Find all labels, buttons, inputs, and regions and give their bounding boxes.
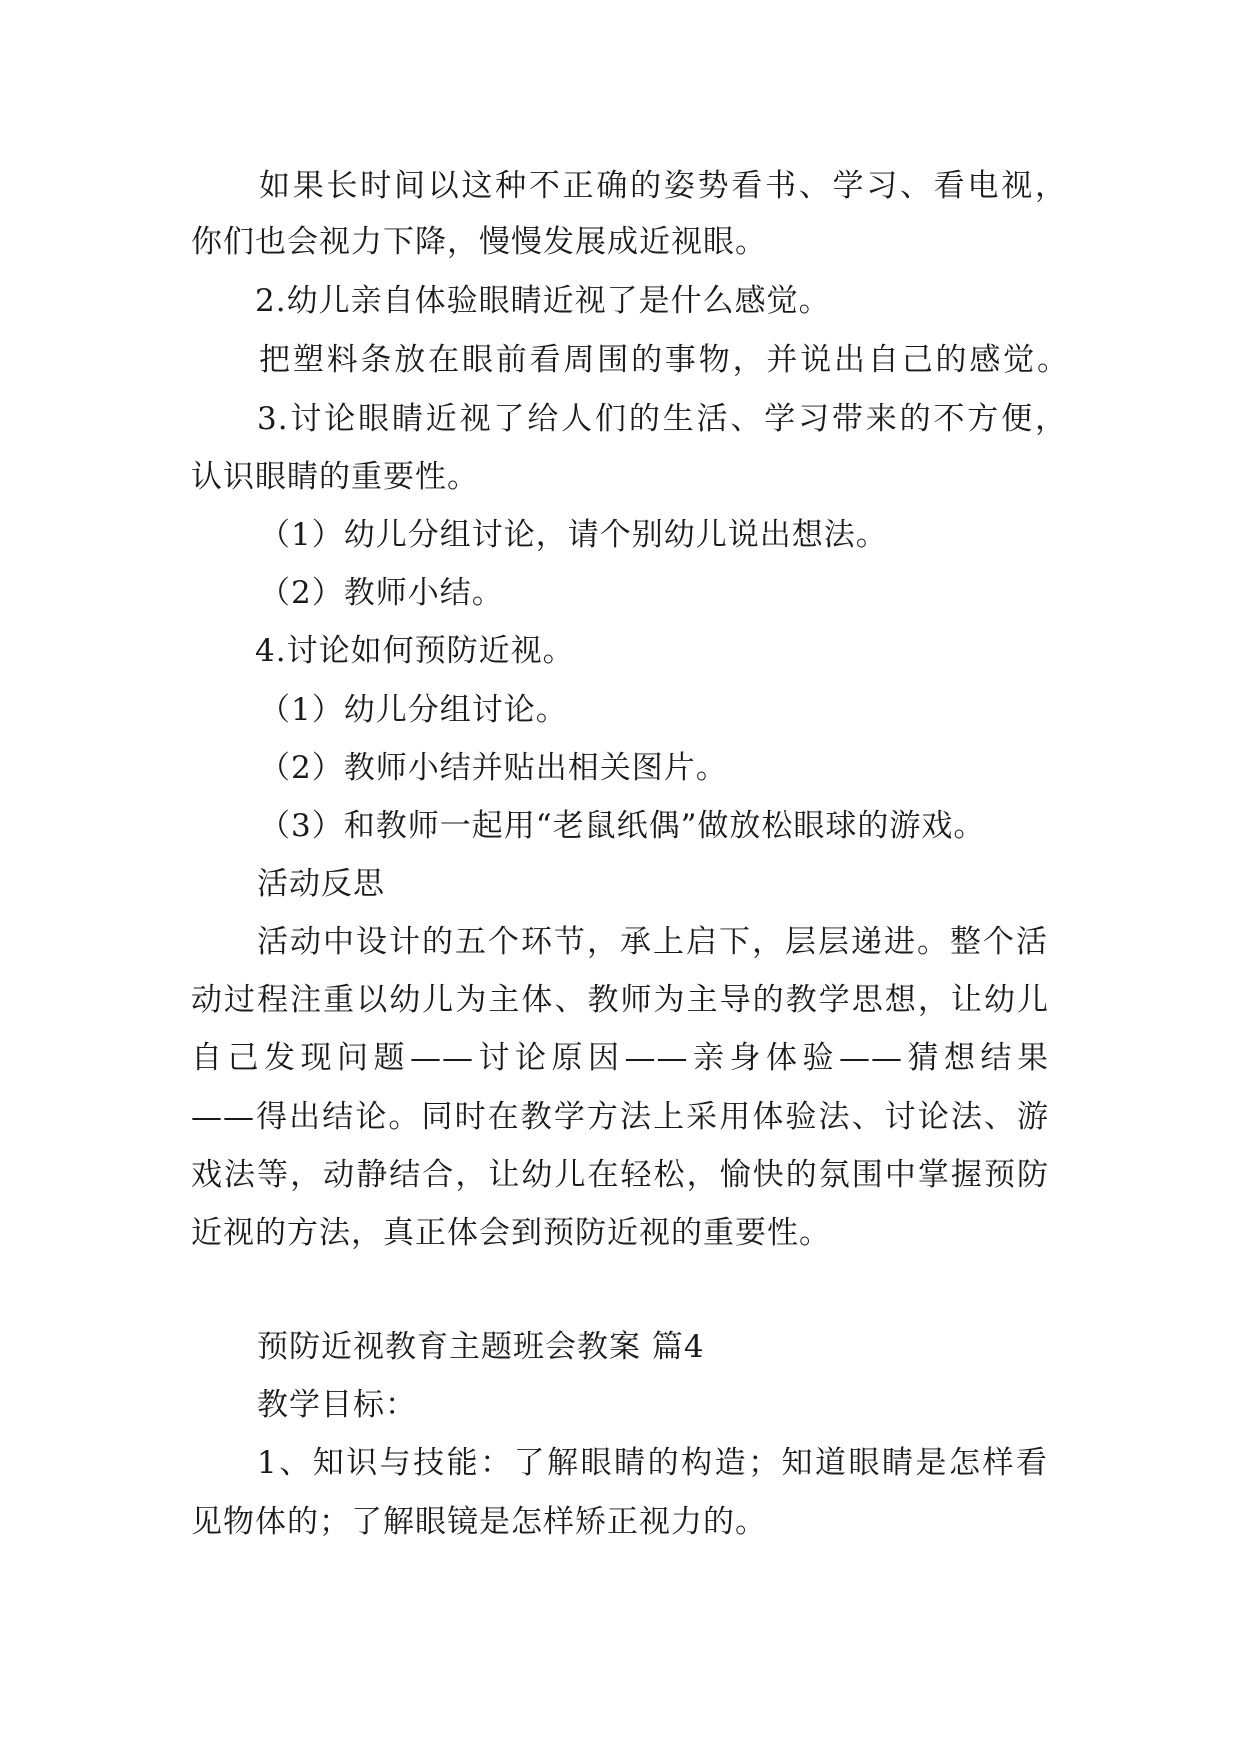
paragraph-line: 动过程注重以幼儿为主体、教师为主导的教学思想，让幼儿: [191, 982, 1049, 1018]
list-item: 4.讨论如何预防近视。: [255, 633, 575, 669]
paragraph-line: 认识眼睛的重要性。: [191, 459, 479, 495]
list-item: 2.幼儿亲自体验眼睛近视了是什么感觉。: [255, 283, 831, 319]
sub-list-item: （1）幼儿分组讨论，请个别幼儿说出想法。: [259, 517, 888, 553]
paragraph-line: ——得出结论。同时在教学方法上采用体验法、讨论法、游: [191, 1099, 1049, 1135]
article-heading: 预防近视教育主题班会教案 篇4: [257, 1329, 705, 1365]
sub-list-item: （1）幼儿分组讨论。: [259, 692, 568, 728]
list-item: 1、知识与技能：了解眼睛的构造；知道眼睛是怎样看: [257, 1445, 1048, 1481]
paragraph-line: 近视的方法，真正体会到预防近视的重要性。: [191, 1215, 831, 1251]
paragraph-line: 自己发现问题——讨论原因——亲身体验——猜想结果: [191, 1040, 1049, 1076]
section-heading: 活动反思: [257, 866, 385, 902]
section-heading: 教学目标：: [257, 1387, 417, 1423]
sub-list-item: （2）教师小结并贴出相关图片。: [259, 750, 728, 786]
list-item: 3.讨论眼睛近视了给人们的生活、学习带来的不方便，: [257, 401, 1067, 437]
paragraph-line: 见物体的；了解眼镜是怎样矫正视力的。: [191, 1504, 767, 1540]
sub-list-item: （2）教师小结。: [259, 575, 504, 611]
paragraph-line: 把塑料条放在眼前看周围的事物，并说出自己的感觉。: [259, 342, 1069, 378]
sub-list-item: （3）和教师一起用“老鼠纸偶”做放松眼球的游戏。: [259, 808, 986, 844]
paragraph-line: 如果长时间以这种不正确的姿势看书、学习、看电视，: [259, 168, 1067, 204]
paragraph-line: 你们也会视力下降，慢慢发展成近视眼。: [191, 224, 767, 260]
paragraph-line: 戏法等，动静结合，让幼儿在轻松，愉快的氛围中掌握预防: [191, 1157, 1049, 1193]
paragraph-line: 活动中设计的五个环节，承上启下，层层递进。整个活: [257, 924, 1048, 960]
